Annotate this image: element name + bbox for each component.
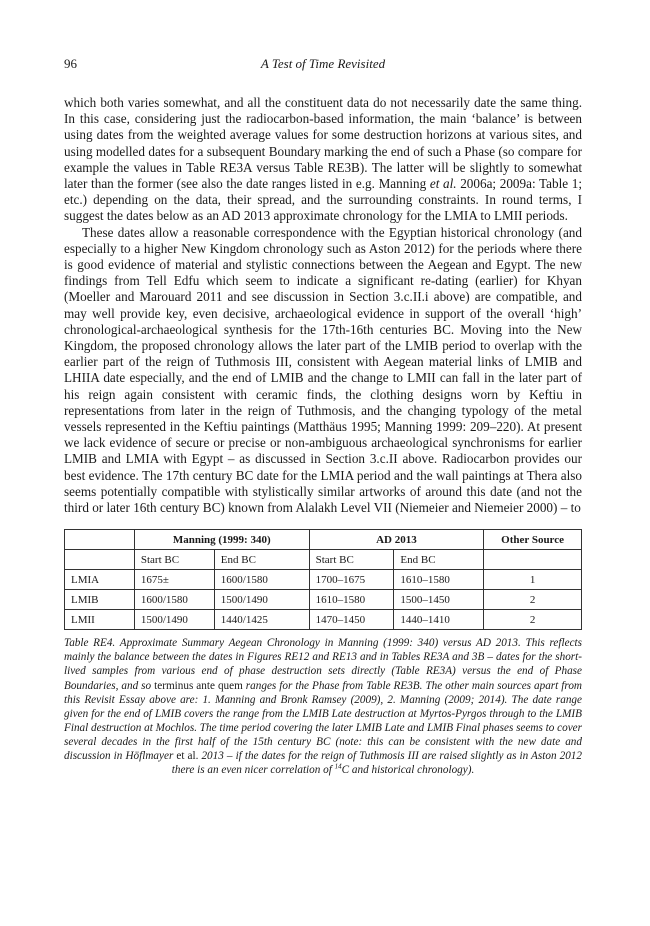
table-corner-cell [65,530,135,550]
table-cell: 1440/1425 [214,610,309,630]
caption-text-a: Table RE4. Approximate Summary Aegean Chronology in Manning (1999: 340) versus AD 2013. This reflects mainly the balance between the dates in Figures RE12 and RE13 and in Tables RE3A and 3B – dates for the short-lived samples from various end of phase destruction sets directly (Table RE3A) versus the end of Phase Boundaries, and so [64,637,582,692]
table-cell [65,550,135,570]
table-caption [64,636,582,777]
caption-superscript: 14 [334,762,342,771]
paragraph-1 [64,95,582,225]
table-cell: 1500/1490 [214,590,309,610]
table-period-cell: LMIA [65,570,135,590]
table-subheader: End BC [394,550,484,570]
table-cell: 1610–1580 [394,570,484,590]
paragraph-1-text-b: 2006a; 2009a: Table 1; etc.) depending on the data, their spread, and the surrounding constraints. In round terms, I suggest the dates below as an AD 2013 approximate chronology for the LMIA to LMII periods. [64,176,583,224]
table-group-header: Other Source [484,530,582,550]
caption-text-b: ranges for the Phase from Table RE3B. The other main sources apart from this Revisit Essay above are: 1. Manning and Bronk Ramsey (2009), 2. Manning (2009; 2014). The date range given for the end of LMIB covers the range from the LMIB Late destruction at Myrtos-Pyrgos through to the LMIB Final destruction at Mochlos. The time period covering the later LMIB Late and LMIB Final phases seems to cover several decades in the first half of the 15th century BC (note: this can be consistent with the new date and discussion in Höflmayer [64,679,582,763]
table-period-cell: LMII [65,610,135,630]
table-cell: 1600/1580 [134,590,214,610]
table-source-cell: 1 [484,570,582,590]
running-title: A Test of Time Revisited [260,56,386,71]
body-text [64,95,582,516]
caption-text-c: 2013 – if the dates for the reign of Tuthmosis III are raised slightly as in Aston 2012 there is an even nicer correlation of [171,750,582,777]
chronology-table [64,529,582,630]
table-cell: 1500–1450 [394,590,484,610]
caption-et-al: et al. [176,750,199,763]
table-cell: 1500/1490 [134,610,214,630]
table-cell [484,550,582,570]
page-number: 96 [64,56,77,71]
table-group-header: Manning (1999: 340) [134,530,309,550]
page [64,56,582,777]
table-row [65,570,582,590]
table-cell: 1470–1450 [309,610,394,630]
table-cell: 1700–1675 [309,570,394,590]
caption-text-d: C and historical chronology). [341,764,475,777]
paragraph-1-text-a: which both varies somewhat, and all the constituent data do not necessarily date the same thing. In this case, considering just the radiocarbon-based information, the main ‘balance’ is between using dates from the weighted average values for some destruction horizons at various sites, and using modelled dates for a subsequent Boundary marking the end of such a Phase (so compare for example the values in Table RE3A versus Table RE3B). The latter will be slightly to somewhat later than the former (see also the date ranges listed in e.g. Manning [64,95,582,192]
page-header [64,56,582,74]
paragraph-2: These dates allow a reasonable correspondence with the Egyptian historical chronology (and especially to a higher New Kingdom chronology such as Aston 2012) for the periods where there is good evidence of material and stylistic connections between the Aegean and Egypt. The new findings from Tell Edfu which seem to indicate a significant re-dating (earlier) for Khyan (Moeller and Marouard 2011 and see discussion in Section 3.c.II.i above) are compatible, and may well provide key, even decisive, archaeological evidence in support of the overall ‘high’ chronological-archaeological synthesis for the 17th-16th centuries BC. Moving into the New Kingdom, the proposed chronology allows the later part of the LMIB period to overlap with the earlier part of the reign of Tuthmosis III, consistent with Aegean material links of LMIB and LHIIA date especially, and the end of LMIB and the change to LMII can fall in the later part of his reign again consistent with ceramic finds, the clothing designs worn by Keftiu in representations from later in the reign of Tuthmosis, and the changing typology of the metal vessels represented in the Keftiu paintings (Matthäus 1995; Manning 1999: 209–220). At present we lack evidence of secure or precise or non-ambiguous archaeological synchronisms for earlier LMIB and LMIA with Egypt – as discussed in Section 3.c.II above. Radiocarbon provides our best evidence. The 17th century BC date for the LMIA period and the wall paintings at Thera also seems potentially compatible with stylistically similar artworks of around this date (and not the third or later 16th century BC) known from Alalakh Level VII (Niemeier and Niemeier 2000) – to [64,224,582,516]
table-group-header-row [65,530,582,550]
table-period-cell: LMIB [65,590,135,610]
table-source-cell: 2 [484,610,582,630]
table-group-header: AD 2013 [309,530,484,550]
table-cell: 1675± [134,570,214,590]
table-cell: 1600/1580 [214,570,309,590]
table-cell: 1610–1580 [309,590,394,610]
caption-terminus-ante-quem: terminus ante quem [154,679,243,692]
table-row [65,590,582,610]
paragraph-1-et-al: et al. [429,176,457,192]
table-subheader: End BC [214,550,309,570]
table-subheader: Start BC [134,550,214,570]
table-row [65,610,582,630]
table-subheader: Start BC [309,550,394,570]
table-cell: 1440–1410 [394,610,484,630]
table-source-cell: 2 [484,590,582,610]
table-subheader-row [65,550,582,570]
